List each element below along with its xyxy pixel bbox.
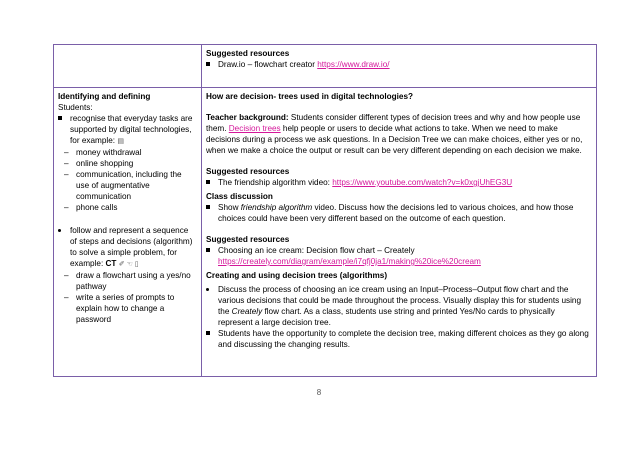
page-number: 8 [316, 388, 322, 397]
resource-text: Draw.io – flowchart creator [218, 60, 318, 69]
teacher-background-label: Teacher background: [206, 113, 289, 122]
list-item [58, 225, 196, 270]
creating-text: Students have the opportunity to complete the decision tree, making different choices as they go along and discussing the changing results. [218, 329, 589, 349]
capability-icons: ✐ ☜ ▯ [118, 261, 139, 268]
list-item: – draw a flowchart using a yes/no pathway [58, 270, 196, 292]
resource-text: Choosing an ice cream: Decision flow chart – Creately [218, 246, 415, 255]
list-item [206, 328, 591, 350]
list-item [206, 59, 591, 70]
list-item [206, 202, 591, 224]
sub-item-text: communication, including the use of augmentative communication [76, 170, 182, 201]
creating-text: Discuss the process of choosing an ice cream using an Input–Process–Output flow chart and the various decisions that could be made throughout the process. Visually display this for students using the [218, 285, 582, 316]
row1-left-cell [54, 45, 202, 88]
list-item [206, 284, 591, 328]
round-bullet-icon [58, 229, 61, 232]
row1-right-cell [202, 45, 597, 88]
resources-heading: Suggested resources [206, 235, 290, 244]
students-label: Students: [58, 103, 93, 112]
creating-text: flow chart. As a class, students use string and printed Yes/No cards to physically represent a large decision tree. [218, 307, 555, 327]
sub-item-text: online shopping [76, 159, 134, 168]
creating-heading: Creating and using decision trees (algorithms) [206, 271, 388, 280]
list-item [206, 177, 591, 188]
resource-text: The friendship algorithm video: [218, 178, 333, 187]
drawio-link[interactable]: https://www.draw.io/ [317, 60, 390, 69]
tb-text: Students consider different types of decision trees and why and how people use them. [206, 113, 581, 133]
list-item: – communication, including the use of augmentative communication [58, 169, 196, 202]
keyboard-icon: ▤ [117, 138, 124, 145]
sub-item-text: money withdrawal [76, 148, 142, 157]
list-item [58, 113, 196, 147]
left-column-cell [54, 88, 202, 377]
content-table [53, 44, 597, 377]
list-item: – online shopping [58, 158, 196, 169]
square-bullet-icon [206, 180, 210, 184]
list-item: – write a series of prompts to explain how to change a password [58, 292, 196, 325]
table-row [54, 88, 597, 377]
resources-heading: Suggested resources [206, 49, 290, 58]
square-bullet-icon [206, 248, 210, 252]
ct-label: CT [105, 259, 117, 268]
sub-item-text: phone calls [76, 203, 118, 212]
list-item [206, 245, 591, 267]
creating-italic: Creately [231, 307, 263, 316]
right-column-cell [202, 88, 597, 377]
square-bullet-icon [206, 205, 210, 209]
discussion-text: Show [218, 203, 241, 212]
tb-text: help people or users to decide what actions to take. When we need to make decisions during a process we ask questions. In a Decision Tree we can make choices, either yes or no, when we make a choice the output or result can be very different depending on each decision we make. [206, 124, 583, 155]
decision-trees-link[interactable]: Decision trees [228, 124, 281, 133]
class-discussion-heading: Class discussion [206, 192, 273, 201]
square-bullet-icon [206, 62, 210, 66]
round-bullet-icon [206, 288, 209, 291]
list-item: – money withdrawal [58, 147, 196, 158]
teacher-background [206, 112, 591, 156]
square-bullet-icon [206, 331, 210, 335]
discussion-text: video. Discuss how the decisions led to various choices, and how those choices could have been very different based on the outcome of each question. [218, 203, 574, 223]
question-heading: How are decision- trees used in digital technologies? [206, 92, 414, 101]
left-heading: Identifying and defining [58, 92, 151, 101]
bullet-text: recognise that everyday tasks are supported by digital technologies, for example: [70, 114, 193, 145]
discussion-italic: friendship algorithm [240, 203, 313, 212]
list-item: – phone calls [58, 202, 196, 213]
sub-item-text: draw a flowchart using a yes/no pathway [76, 271, 191, 291]
sub-item-text: write a series of prompts to explain how to change a password [76, 293, 175, 324]
table-row [54, 45, 597, 88]
square-bullet-icon [58, 116, 62, 120]
bullet-text: follow and represent a sequence of steps and decisions (algorithm) to solve a simple problem, for example: [70, 226, 193, 268]
youtube-link[interactable]: https://www.youtube.com/watch?v=k0xgjUhEG3U [332, 178, 513, 187]
resources-heading: Suggested resources [206, 167, 290, 176]
creately-link[interactable]: https://creately.com/diagram/example/i7qfj0ja1/making%20ice%20cream [218, 257, 481, 266]
